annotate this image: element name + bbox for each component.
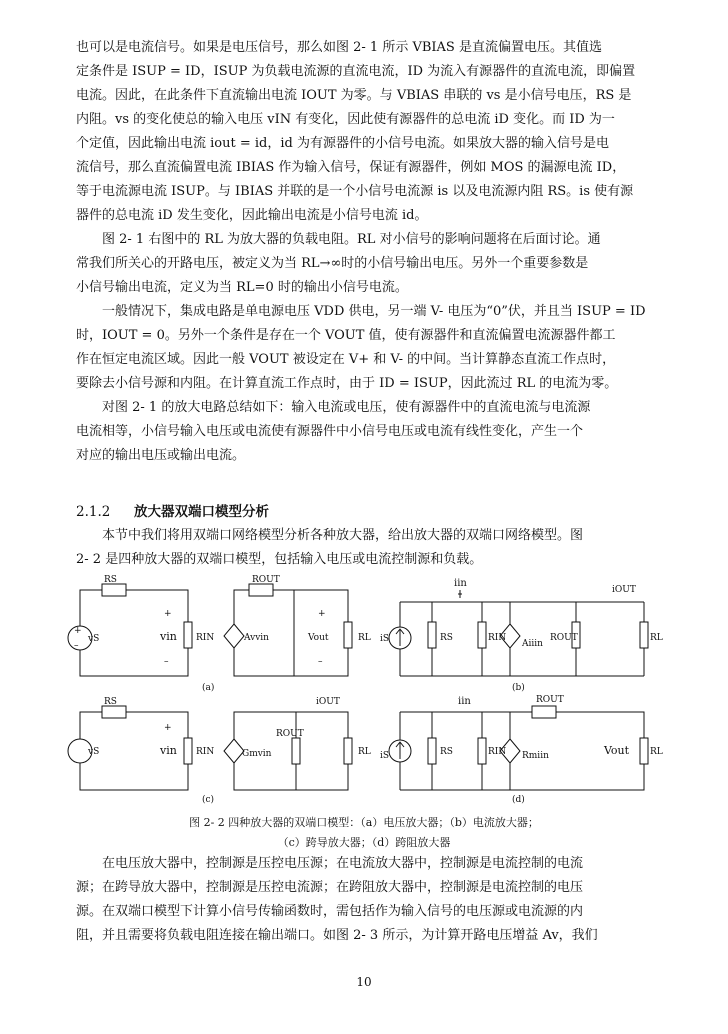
paragraph-summary xyxy=(76,396,654,468)
text-line: 一般情况下，集成电路是单电源电压 VDD 供电，另一端 V- 电压为“0”伏，并且当 ISUP = ID xyxy=(102,304,646,319)
label-rout: ROUT xyxy=(536,695,564,705)
text-line: 等于电流源电流 ISUP。与 IBIAS 并联的是一个小信号电流源 is 以及电流源内阻 RS。is 使有源 xyxy=(76,184,634,199)
label-rl: RL xyxy=(650,747,663,757)
label-plus: + xyxy=(74,626,82,636)
paragraph-load-resistor xyxy=(76,228,654,300)
label-plus: + xyxy=(318,609,326,619)
label-vout: Vout xyxy=(308,633,329,643)
paragraph-controlled-sources xyxy=(76,852,654,948)
text-line: 时，IOUT = 0。另外一个条件是存在一个 VOUT 值，使有源器件和直流偏置电流源器件都工 xyxy=(76,328,616,343)
label-av: Avvin xyxy=(244,633,269,643)
label-b: (b) xyxy=(512,683,525,693)
paragraph-two-port-intro xyxy=(76,524,654,572)
label-rs: RS xyxy=(104,697,117,707)
label-minus: – xyxy=(74,641,79,651)
text-line: 内阻。vs 的变化使总的输入电压 vIN 有变化，因此使有源器件的总电流 iD 变化。而 ID 为一 xyxy=(76,112,615,127)
text-line: 常我们所关心的开路电压，被定义为当 RL→∞时的小信号输出电压。另外一个重要参数是 xyxy=(76,256,589,271)
text-line: 电流相等，小信号输入电压或电流使有源器件中小信号电压或电流有线性变化，产生一个 xyxy=(76,424,584,439)
paragraph-supply xyxy=(76,300,654,396)
section-heading xyxy=(76,500,269,520)
label-vs: vS xyxy=(88,634,100,644)
label-rl: RL xyxy=(650,633,663,643)
label-d: (d) xyxy=(512,795,525,805)
label-minus: – xyxy=(164,657,169,667)
figure-caption-line1: 图 2- 2 四种放大器的双端口模型：（a）电压放大器；（b）电流放大器； xyxy=(189,816,539,829)
label-iout: iOUT xyxy=(612,585,636,595)
text-line: 本节中我们将用双端口网络模型分析各种放大器，给出放大器的双端口网络模型。图 xyxy=(102,528,584,543)
label-gm: Gmvin xyxy=(242,749,272,759)
text-line: 小信号输出电流，定义为当 RL=0 时的输出小信号电流。 xyxy=(76,280,408,295)
text-line: 阻，并且需要将负载电阻连接在输出端口。如图 2- 3 所示，为计算开路电压增益 Av，我们 xyxy=(76,928,598,943)
label-ai: Aiiin xyxy=(522,639,543,649)
label-plus: + xyxy=(164,609,172,619)
text-line: 在电压放大器中，控制源是压控电压源；在电流放大器中，控制源是电流控制的电流 xyxy=(102,856,584,871)
text-line: 定条件是 ISUP = ID，ISUP 为负载电流源的直流电流，ID 为流入有源器件的直流电流，即偏置 xyxy=(76,64,636,79)
text-line: 要除去小信号源和内阻。在计算直流工作点时，由于 ID = ISUP，因此流过 RL 的电流为零。 xyxy=(76,376,618,391)
text-line: 个定值，因此输出电流 iout = id，id 为有源器件的小信号电流。如果放大器的输入信号是电 xyxy=(76,136,609,151)
label-rm: Rmiin xyxy=(522,751,549,761)
label-plus: + xyxy=(164,723,172,733)
figure-caption-line2: （c）跨导放大器；（d）跨阻放大器 xyxy=(277,836,451,849)
label-rin: RIN xyxy=(196,633,215,643)
section-title: 放大器双端口模型分析 xyxy=(134,504,269,520)
text-line: 对图 2- 1 的放大电路总结如下：输入电流或电压，使有源器件中的直流电流与电流源 xyxy=(102,400,591,415)
text-line: 图 2- 1 右图中的 RL 为放大器的负载电阻。RL 对小信号的影响问题将在后面讨论。通 xyxy=(102,232,601,247)
text-line: 2- 2 是四种放大器的双端口模型，包括输入电压或电流控制源和负载。 xyxy=(76,552,483,567)
label-rout: ROUT xyxy=(276,729,304,739)
text-line: 对应的输出电压或输出电流。 xyxy=(76,448,246,463)
label-a: (a) xyxy=(202,683,215,693)
label-is: iS xyxy=(380,751,390,761)
label-vout: Vout xyxy=(604,744,630,757)
circuit-b xyxy=(389,590,648,676)
label-vs: vS xyxy=(88,747,100,757)
circuit-a xyxy=(68,584,352,676)
label-minus: – xyxy=(318,657,323,667)
label-rin: RIN xyxy=(488,747,507,757)
label-rs: RS xyxy=(440,747,453,757)
label-c: (c) xyxy=(202,795,215,805)
label-iin: iin xyxy=(454,578,467,589)
text-line: 器件的总电流 iD 发生变化，因此输出电流是小信号电流 id。 xyxy=(76,208,428,223)
label-vin: vin xyxy=(160,630,177,643)
text-line: 源。在双端口模型下计算小信号传输函数时，需包括作为输入信号的电压源或电流源的内 xyxy=(76,904,584,919)
label-rout: ROUT xyxy=(550,633,578,643)
text-line: 也可以是电流信号。如果是电压信号，那么如图 2- 1 所示 VBIAS 是直流偏置电压。其值选 xyxy=(76,40,602,55)
label-iout: iOUT xyxy=(316,697,340,707)
label-is: iS xyxy=(380,634,390,644)
label-rout: ROUT xyxy=(252,575,280,585)
label-vin: vin xyxy=(160,744,177,757)
label-rs: RS xyxy=(104,575,117,585)
label-rin: RIN xyxy=(196,747,215,757)
text-line: 流信号，那么直流偏置电流 IBIAS 作为输入信号，保证有源器件，例如 MOS 的漏源电流 ID， xyxy=(76,160,626,175)
two-port-models-figure xyxy=(74,575,663,808)
paragraph-bias-signal xyxy=(76,36,654,228)
label-iin: iin xyxy=(458,696,471,707)
text-line: 作在恒定电流区域。因此一般 VOUT 被设定在 V+ 和 V- 的中间。当计算静态直流工作点时， xyxy=(76,352,616,367)
section-number: 2.1.2 xyxy=(76,504,111,520)
text-line: 电流。因此，在此条件下直流输出电流 IOUT 为零。与 VBIAS 串联的 vs 是小信号电压，RS 是 xyxy=(76,88,632,103)
circuit-diagrams xyxy=(74,575,663,808)
label-rin: RIN xyxy=(488,633,507,643)
label-rl: RL xyxy=(358,633,371,643)
label-rl: RL xyxy=(358,747,371,757)
label-rs: RS xyxy=(440,633,453,643)
text-line: 源；在跨导放大器中，控制源是压控电流源；在跨阻放大器中，控制源是电流控制的电压 xyxy=(76,880,584,895)
page-number: 10 xyxy=(356,975,372,989)
